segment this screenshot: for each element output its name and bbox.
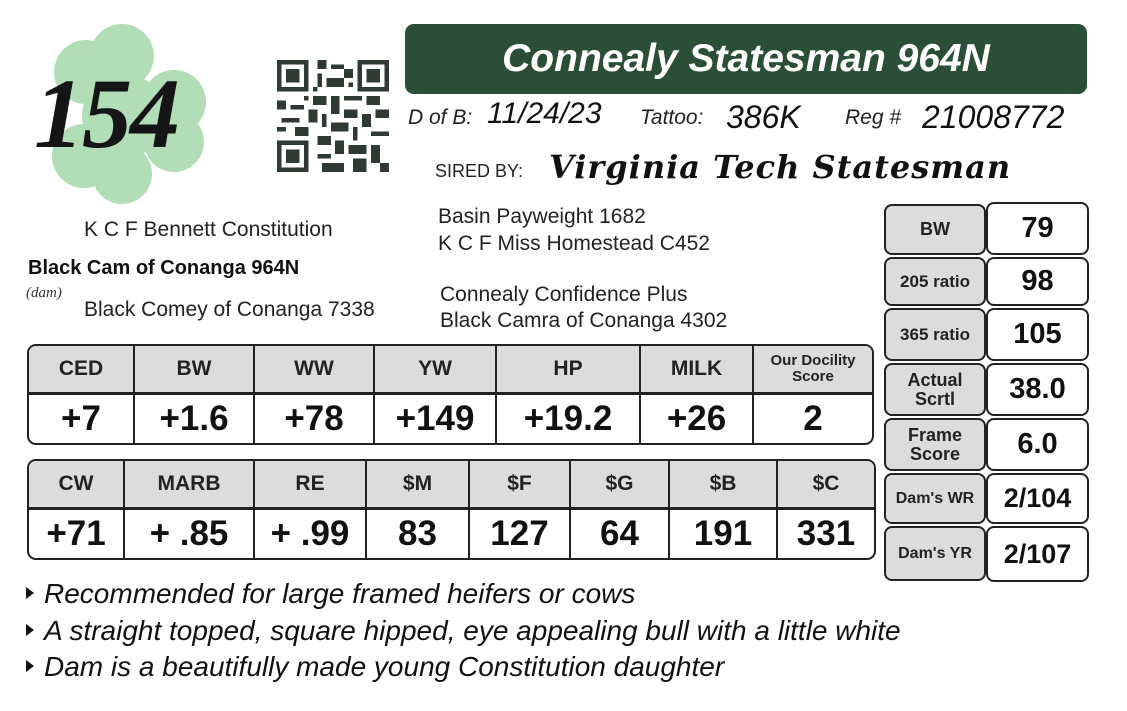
- bullet-triangle-icon: [26, 624, 34, 636]
- epd-col-docility: [754, 346, 872, 443]
- epd-header: $M: [367, 461, 468, 510]
- epd-value: +19.2: [523, 398, 613, 438]
- epd-value: +149: [395, 398, 475, 438]
- note-text: A straight topped, square hipped, eye appealing bull with a little white: [44, 615, 901, 646]
- epd-value: 127: [490, 513, 549, 553]
- epd-value: + .85: [149, 513, 229, 553]
- reg-label: Reg #: [845, 106, 902, 129]
- epd-value: 2: [803, 398, 823, 438]
- ratio-value: 38.0: [986, 363, 1089, 416]
- epd-table-1: [27, 344, 874, 445]
- epd-col-cw: [29, 461, 125, 558]
- epd-header: Our Docility Score: [754, 346, 872, 395]
- reg-value: 21008772: [922, 99, 1065, 135]
- epd-col-c: [778, 461, 874, 558]
- epd-col-hp: [497, 346, 641, 443]
- pedigree-granddam-sire: Connealy Confidence Plus: [440, 283, 688, 306]
- note-bullet: [26, 578, 635, 610]
- epd-col-ww: [255, 346, 375, 443]
- epd-value: +26: [666, 398, 727, 438]
- epd-value: 331: [796, 513, 856, 553]
- qr-code-icon[interactable]: [274, 60, 392, 172]
- epd-header: BW: [135, 346, 253, 395]
- ratio-value: 79: [986, 202, 1089, 255]
- ratio-label: Dam's WR: [884, 473, 986, 524]
- ratio-value: 105: [986, 308, 1089, 361]
- epd-header: MARB: [125, 461, 253, 510]
- epd-col-milk: [641, 346, 754, 443]
- note-bullet: [26, 651, 724, 683]
- note-text: Recommended for large framed heifers or cows: [44, 578, 636, 609]
- ratio-label: BW: [884, 204, 986, 255]
- pedigree-dam-sire: K C F Bennett Constitution: [84, 218, 333, 241]
- dob-value: 11/24/23: [487, 97, 602, 130]
- epd-value: +71: [46, 513, 106, 553]
- sire-name: Virginia Tech Statesman: [549, 148, 1012, 186]
- epd-header: $C: [778, 461, 874, 510]
- dob-label: D of B:: [408, 106, 473, 129]
- epd-table-2: [27, 459, 876, 560]
- epd-col-g: [571, 461, 670, 558]
- note-bullet: [26, 615, 901, 647]
- epd-col-b: [670, 461, 778, 558]
- ratio-label: 365 ratio: [884, 308, 986, 361]
- epd-value: +1.6: [159, 398, 229, 438]
- epd-col-marb: [125, 461, 255, 558]
- ratio-value: 2/107: [986, 526, 1089, 582]
- epd-col-yw: [375, 346, 497, 443]
- pedigree-sire-dam: K C F Miss Homestead C452: [438, 232, 710, 255]
- pedigree-granddam-dam: Black Camra of Conanga 4302: [440, 309, 728, 332]
- epd-value: 191: [693, 513, 753, 553]
- sired-by-label: SIRED BY:: [435, 161, 524, 181]
- ratio-label: Actual Scrtl: [884, 363, 986, 416]
- epd-header: CW: [29, 461, 123, 510]
- epd-col-re: [255, 461, 367, 558]
- pedigree-dam: Black Cam of Conanga 964N: [28, 257, 300, 279]
- ratio-value: 98: [986, 257, 1089, 306]
- dam-note: (dam): [26, 285, 62, 301]
- epd-header: CED: [29, 346, 133, 395]
- epd-value: +78: [284, 398, 344, 438]
- animal-name-title: Connealy Statesman 964N: [502, 37, 990, 80]
- epd-col-bw: [135, 346, 255, 443]
- pedigree-dam-dam: Black Comey of Conanga 7338: [84, 298, 375, 321]
- epd-value: 83: [398, 513, 437, 553]
- note-text: Dam is a beautifully made young Constitution daughter: [44, 651, 725, 682]
- epd-header: YW: [375, 346, 495, 395]
- ratio-label: 205 ratio: [884, 257, 986, 306]
- epd-header: WW: [255, 346, 373, 395]
- epd-header: MILK: [641, 346, 752, 395]
- epd-header: RE: [255, 461, 365, 510]
- ratio-value: 6.0: [986, 418, 1089, 471]
- ratio-label: Dam's YR: [884, 526, 986, 581]
- epd-header: $G: [571, 461, 668, 510]
- epd-header: $F: [470, 461, 569, 510]
- tattoo-label: Tattoo:: [640, 106, 704, 129]
- tattoo-value: 386K: [726, 99, 801, 135]
- bullet-triangle-icon: [26, 660, 34, 672]
- epd-value: + .99: [270, 513, 350, 553]
- ratio-value: 2/104: [986, 473, 1089, 524]
- epd-header: $B: [670, 461, 776, 510]
- lot-number: 154: [34, 58, 178, 169]
- epd-col-m: [367, 461, 470, 558]
- epd-value: 64: [600, 513, 639, 553]
- epd-col-f: [470, 461, 571, 558]
- title-banner: [405, 24, 1087, 94]
- bullet-triangle-icon: [26, 587, 34, 599]
- epd-col-ced: [29, 346, 135, 443]
- ratio-label: Frame Score: [884, 418, 986, 471]
- epd-value: +7: [61, 398, 101, 438]
- pedigree-sire-sire: Basin Payweight 1682: [438, 205, 646, 228]
- epd-header: HP: [497, 346, 639, 395]
